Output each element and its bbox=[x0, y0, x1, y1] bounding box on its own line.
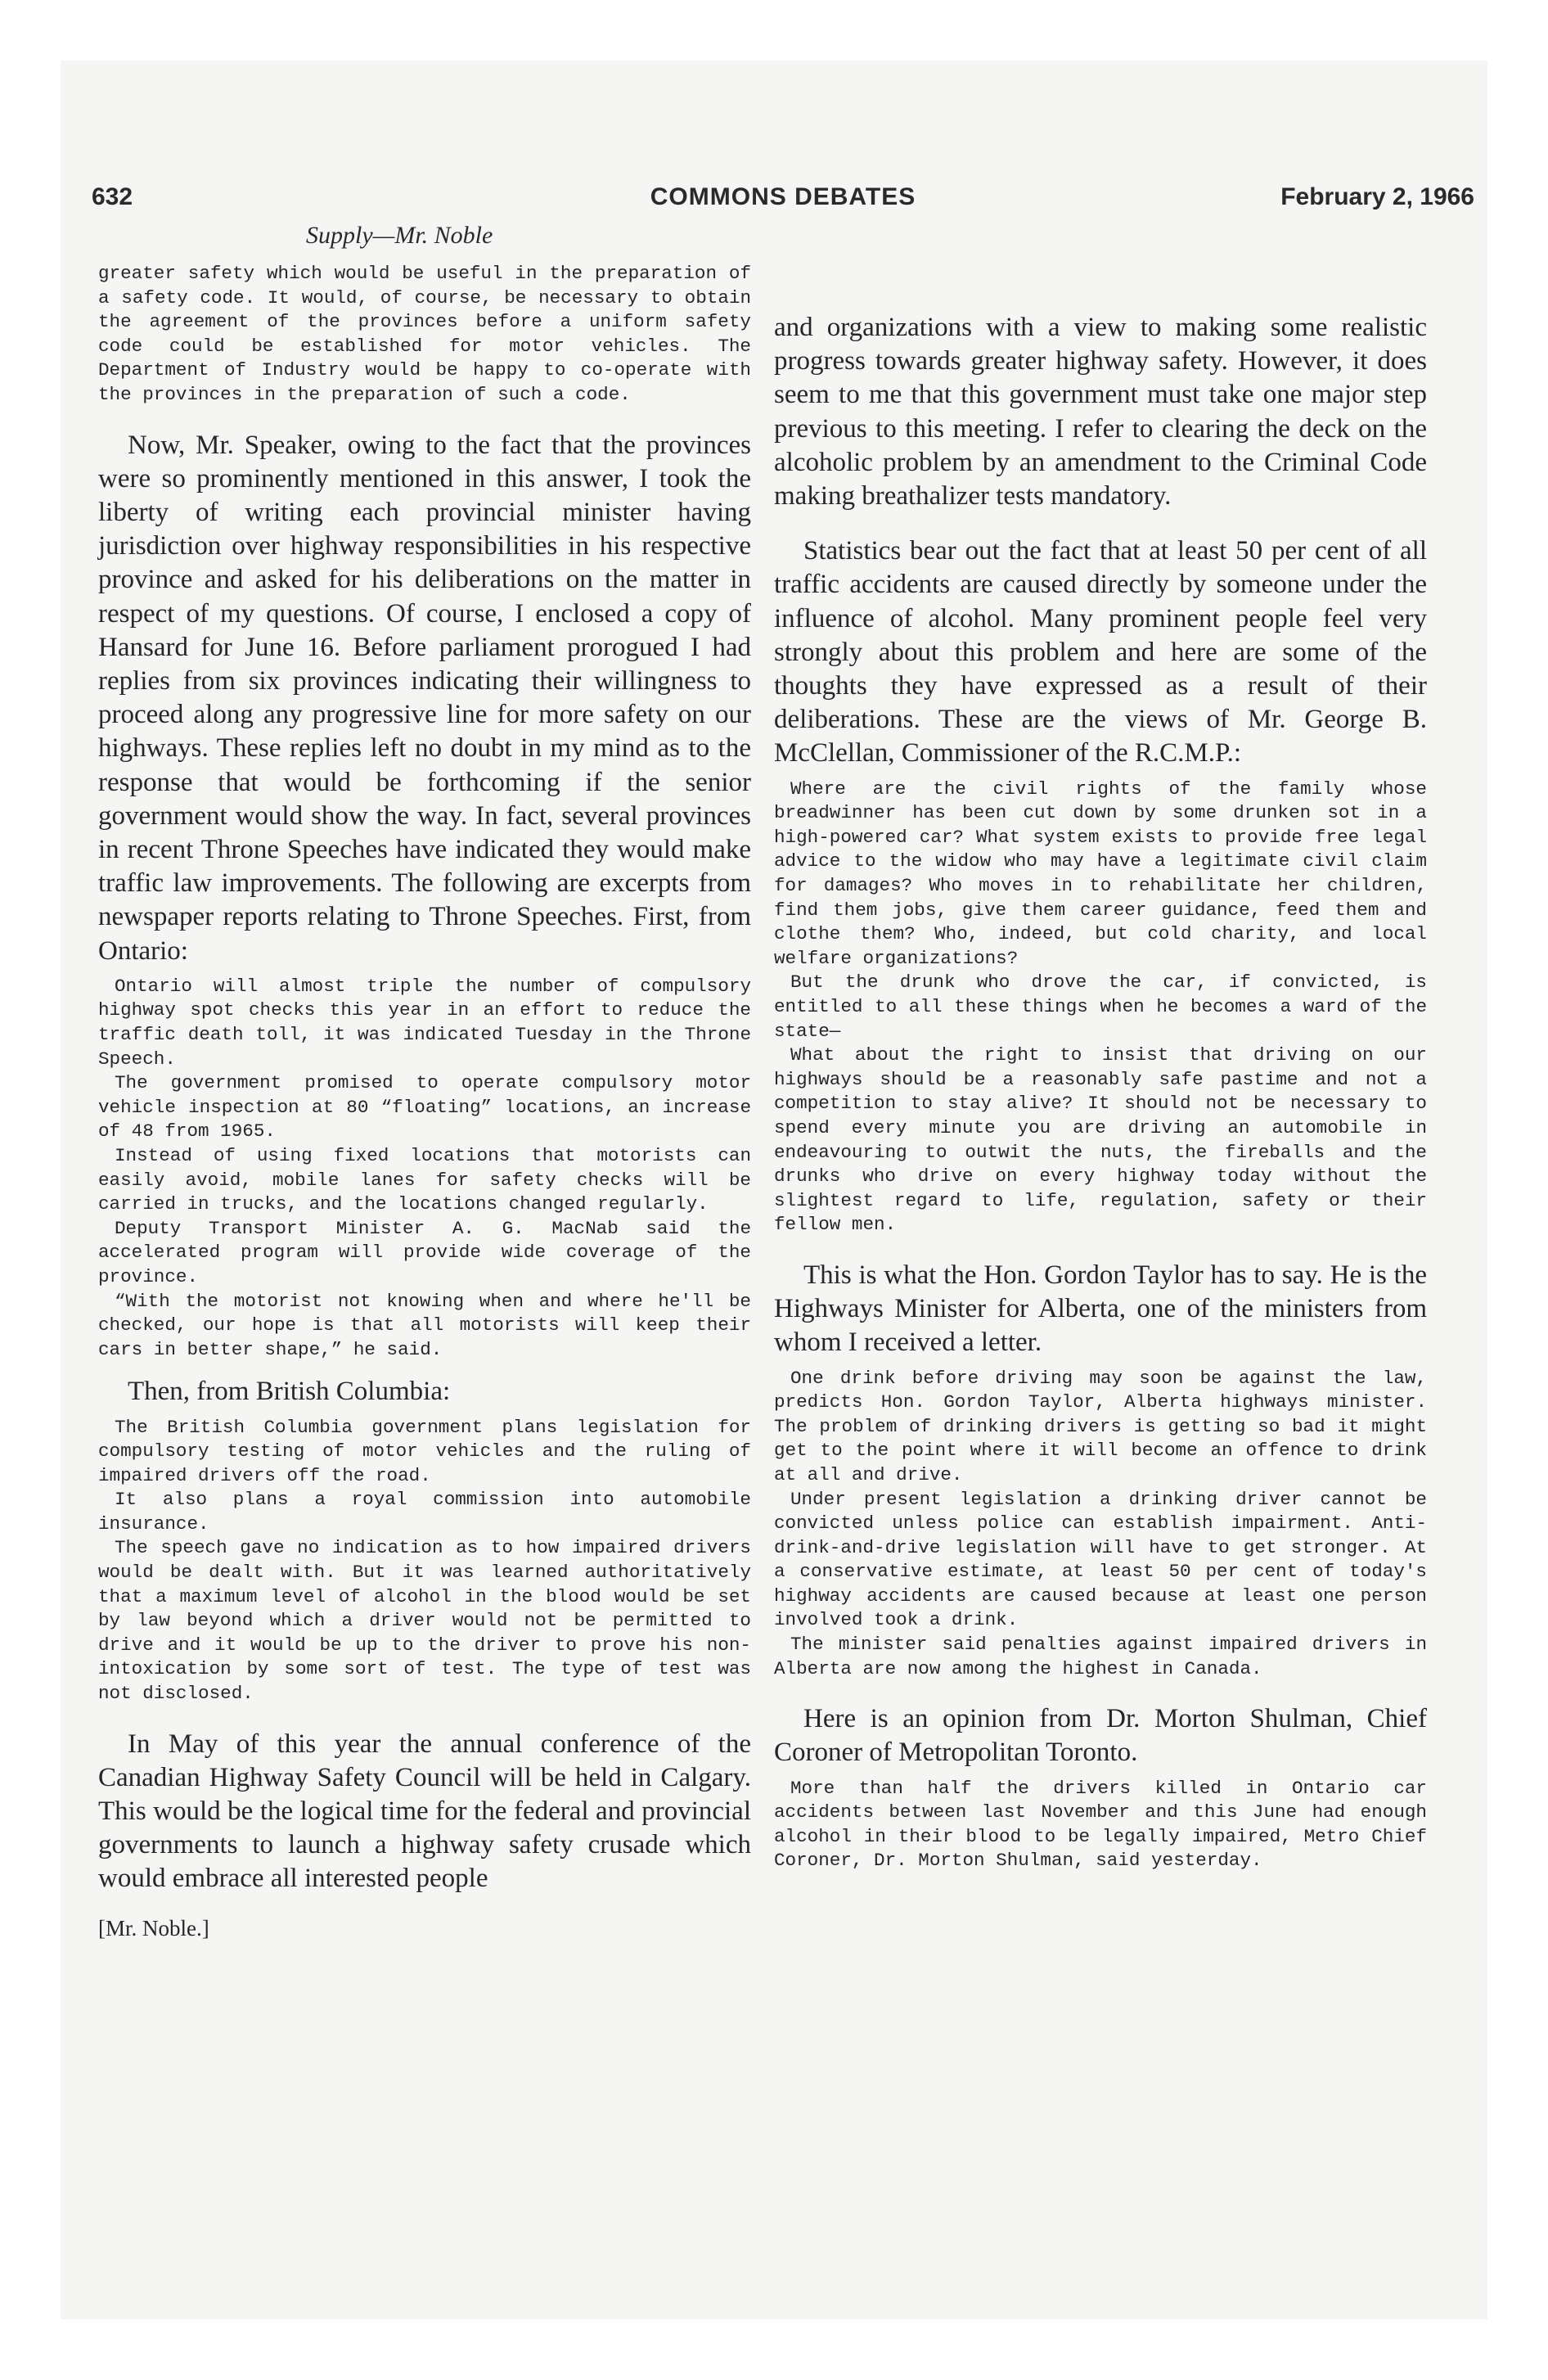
quote-paragraph: More than half the drivers killed in Ontario car accidents between last November and this June had enough alcohol in their blood to be legally impaired, Metro Chief Coroner, Dr. Morton Shulman, said yesterday. bbox=[774, 1777, 1427, 1872]
quote-paragraph: Ontario will almost triple the number of compulsory highway spot checks this year in an effort to reduce the traffic death toll, it was indicated Tuesday in the Throne Speech. bbox=[98, 975, 751, 1070]
left-column bbox=[98, 262, 751, 1941]
quote-paragraph: The government promised to operate compulsory motor vehicle inspection at 80 “floating” locations, an increase of 48 from 1965. bbox=[98, 1072, 751, 1143]
page-number: 632 bbox=[92, 183, 133, 210]
quote-paragraph: One drink before driving may soon be against the law, predicts Hon. Gordon Taylor, Alberta highways minister. The problem of drinking drivers is getting so bad it might get to the point where it will become an offence to drink at all and drive. bbox=[774, 1367, 1427, 1485]
right-column bbox=[774, 311, 1427, 1873]
quote-paragraph: It also plans a royal commission into automobile insurance. bbox=[98, 1489, 751, 1535]
issue-date: February 2, 1966 bbox=[1280, 183, 1474, 210]
speaker-tag: [Mr. Noble.] bbox=[98, 1915, 209, 1941]
quote-paragraph: Instead of using fixed locations that motorists can easily avoid, mobile lanes for safety checks will be carried in trucks, and the locations changed regularly. bbox=[98, 1144, 751, 1215]
paragraph: Then, from British Columbia: bbox=[128, 1377, 451, 1407]
quote-paragraph: What about the right to insist that driving on our highways should be a reasonably safe pastime and not a competition to stay alive? It should not be necessary to spend every minute you are driving an automobile in endeavouring to outwit the nuts, the fireballs and the drunks who drive on every highway today without the slightest regard to life, regulation, safety or their fellow men. bbox=[774, 1044, 1427, 1236]
page-header bbox=[92, 183, 1474, 219]
quote-paragraph: The speech gave no indication as to how impaired drivers would be dealt with. But it was learned authoritatively that a maximum level of alcohol in the blood would be set by law beyond which a driver would not be permitted to drive and it would be up to the driver to prove his non-intoxication by some sort of test. The type of test was not disclosed. bbox=[98, 1537, 751, 1705]
paragraph: and organizations with a view to making some realistic progress towards greater highway safety. However, it does seem to me that this government must take one major step previous to this meeting. I refer to clearing the deck on the alcoholic problem by an amendment to the Criminal Code making breathalizer tests mandatory. bbox=[774, 313, 1427, 512]
paragraph: In May of this year the annual conference of the Canadian Highway Safety Council will be held in Calgary. This would be the logical time for the federal and provincial governments to launch a highway safety crusade which would embrace all interested people bbox=[98, 1729, 751, 1894]
paragraph: greater safety which would be useful in the preparation of a safety code. It would, of course, be necessary to obtain the agreement of the provinces before a uniform safety code could be established for motor vehicles. The Department of Industry would be happy to co-operate with the provinces in the preparation of such a code. bbox=[98, 263, 751, 405]
quote-paragraph: Where are the civil rights of the family whose breadwinner has been cut down by some drunken sot in a high-powered car? What system exists to provide free legal advice to the widow who may have a legitimate civil claim for damages? Who moves in to rehabilitate her children, find them jobs, give them career guidance, feed them and clothe them? Who, indeed, but cold charity, and local welfare organizations? bbox=[774, 778, 1427, 969]
paragraph: Statistics bear out the fact that at least 50 per cent of all traffic accidents are caused directly by someone under the influence of alcohol. Many prominent people feel very strongly about this problem and here are some of the thoughts they have expressed as a result of their deliberations. These are the views of Mr. George B. McClellan, Commissioner of the R.C.M.P.: bbox=[774, 536, 1427, 769]
paragraph: This is what the Hon. Gordon Taylor has to say. He is the Highways Minister for Alberta, one of the ministers from whom I received a letter. bbox=[774, 1260, 1427, 1358]
quote-paragraph: The minister said penalties against impaired drivers in Alberta are now among the highest in Canada. bbox=[774, 1634, 1427, 1679]
publication-title: COMMONS DEBATES bbox=[650, 183, 916, 210]
paragraph: Now, Mr. Speaker, owing to the fact that the provinces were so prominently mentioned in this answer, I took the liberty of writing each provincial minister having jurisdiction over highway responsibilities in his respective province and asked for his deliberations on the matter in respect of my questions. Of course, I enclosed a copy of Hansard for June 16. Before parliament prorogued I had replies from six provinces indicating their willingness to proceed along any progressive line for more safety on our highways. These replies left no doubt in my mind as to the response that would be forthcoming if the senior government would show the way. In fact, several provinces in recent Throne Speeches have indicated they would make traffic law improvements. The following are excerpts from newspaper reports relating to Throne Speeches. First, from Ontario: bbox=[98, 430, 751, 966]
quote-paragraph: Under present legislation a drinking driver cannot be convicted unless police can establish impairment. Anti-drink-and-drive legislation will have to get stronger. At a conservative estimate, at least 50 per cent of today's highway accidents are caused because at least one person involved took a drink. bbox=[774, 1488, 1427, 1631]
quote-paragraph: Deputy Transport Minister A. G. MacNab said the accelerated program will provide wide coverage of the province. bbox=[98, 1217, 751, 1287]
paragraph: Here is an opinion from Dr. Morton Shulman, Chief Coroner of Metropolitan Toronto. bbox=[774, 1704, 1427, 1768]
quote-paragraph: “With the motorist not knowing when and where he'll be checked, our hope is that all motorists will keep their cars in better shape,” he said. bbox=[98, 1290, 751, 1360]
document-page bbox=[61, 61, 1487, 2319]
section-subhead: Supply—Mr. Noble bbox=[306, 222, 493, 249]
quote-paragraph: The British Columbia government plans legislation for compulsory testing of motor vehicles and the ruling of impaired drivers off the road. bbox=[98, 1416, 751, 1486]
quote-paragraph: But the drunk who drove the car, if convicted, is entitled to all these things when he becomes a ward of the state— bbox=[774, 971, 1427, 1042]
